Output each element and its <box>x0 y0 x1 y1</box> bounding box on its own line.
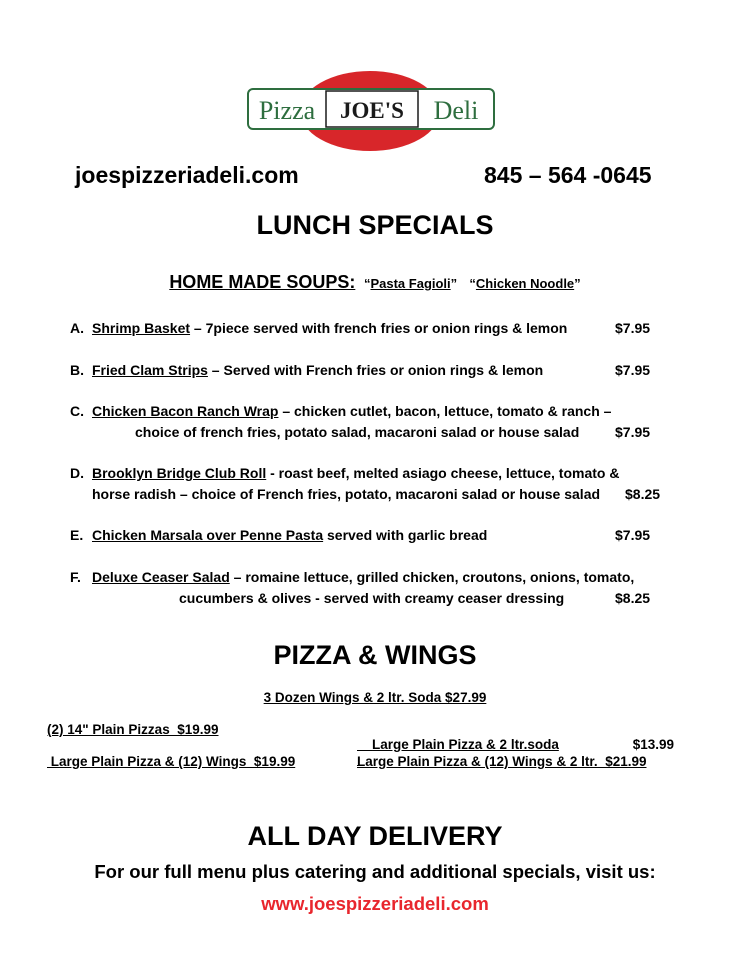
item-desc: served with garlic bread <box>323 527 488 543</box>
item-price: $7.95 <box>615 527 651 543</box>
deal-two-pizzas: (2) 14" Plain Pizzas $19.99 <box>47 722 219 737</box>
item-price: $7.95 <box>615 320 651 336</box>
item-desc: – Served with French fries or onion rings & lemon <box>207 362 544 378</box>
item-name: Fried Clam Strips <box>92 362 208 378</box>
soup-2: “Chicken Noodle” <box>462 276 581 291</box>
item-name: Chicken Marsala over Penne Pasta <box>92 527 324 543</box>
soups-label: HOME MADE SOUPS: <box>169 272 356 292</box>
pizza-wings-title: PIZZA & WINGS <box>273 640 477 670</box>
wings-deal: 3 Dozen Wings & 2 ltr. Soda $27.99 <box>263 690 487 705</box>
joes-logo <box>246 69 496 153</box>
soup-1: “Pasta Fagioli” <box>360 276 458 291</box>
item-name: Chicken Bacon Ranch Wrap <box>92 403 279 419</box>
logo-deli-word: Deli <box>433 96 479 125</box>
logo-pizza-word: Pizza <box>258 96 316 125</box>
item-desc-line-2: choice of french fries, potato salad, macaroni salad or house salad <box>135 424 580 440</box>
deal-pizza-wings: Large Plain Pizza & (12) Wings $19.99 <box>47 754 296 769</box>
item-price: $8.25 <box>625 486 661 502</box>
deal-pizza-wings-soda: Large Plain Pizza & (12) Wings & 2 ltr. $21.99 <box>357 754 647 769</box>
item-desc: – 7piece served with french fries or onion rings & lemon <box>190 320 568 336</box>
menu-page: Pizza JOE'S Deli joespizzeriadeli.com 845 – 564 -0645 LUNCH SPECIALS HOME MADE SOUPS: “Pasta Fagioli” “Chicken Noodle” A. Shrimp Basket – 7piece served with french fries or onion rings & lemon $7.95 B. Fried Clam Strips – Served with French fries or onion rings & lemon $7.95 C. Chicken Bacon Ranch Wrap – chicken cutlet, bacon, lettuce, tomato & ranch – choice of french fries, potato salad, macaroni salad or house salad $7.95 D. Brooklyn Bridge Club Roll - roast beef, melted asiago cheese, lettuce, tomato & horse radish – choice of French fries, potato, macaroni salad or house salad $8.25 E. Chicken Marsala over Penne Pasta served with garlic bread $7.95 F. Deluxe Ceaser Salad – romaine lettuce, grilled chicken, croutons, onions, tomato, cucumbers & olives - served with creamy ceaser dressing $8.25 PIZZA & WINGS 3 Dozen Wings & 2 ltr. Soda $27.99 (2) 14" Plain Pizzas $19.99 Large Plain Pizza & 2 ltr.soda $13.99 Large Plain Pizza & (12) Wings $19.99 Large Plain Pizza & (12) Wings & 2 ltr. $21.99 ALL DAY DELIVERY For our full menu plus catering and additional specials, visit us: www.joespizzeriadeli.com <box>0 0 750 961</box>
all-day-delivery-title: ALL DAY DELIVERY <box>247 821 503 851</box>
logo-joes-word: JOE'S <box>340 98 404 123</box>
item-price: $7.95 <box>615 362 651 378</box>
item-name: Brooklyn Bridge Club Roll <box>92 465 267 481</box>
item-desc: – romaine lettuce, grilled chicken, croutons, onions, tomato, <box>229 569 635 585</box>
item-desc-line-2: cucumbers & olives - served with creamy ceaser dressing <box>179 590 565 606</box>
soups-line <box>0 272 750 293</box>
header-website[interactable]: joespizzeriadeli.com <box>75 162 299 188</box>
item-desc-line-2: horse radish – choice of French fries, potato, macaroni salad or house salad <box>92 486 601 502</box>
item-price: $7.95 <box>615 424 651 440</box>
item-name: Deluxe Ceaser Salad <box>92 569 230 585</box>
item-desc: – chicken cutlet, bacon, lettuce, tomato & ranch – <box>278 403 612 419</box>
footer-url[interactable]: www.joespizzeriadeli.com <box>261 893 489 914</box>
item-desc: - roast beef, melted asiago cheese, lettuce, tomato & <box>266 465 620 481</box>
lunch-specials-title: LUNCH SPECIALS <box>256 210 494 240</box>
item-name: Shrimp Basket <box>92 320 191 336</box>
deal-pizza-soda: Large Plain Pizza & 2 ltr.soda $13.99 <box>372 737 674 752</box>
header-phone[interactable]: 845 – 564 -0645 <box>484 162 652 188</box>
item-price: $8.25 <box>615 590 651 606</box>
footer-subtitle: For our full menu plus catering and additional specials, visit us: <box>94 861 656 882</box>
logo-graphic <box>246 69 496 153</box>
